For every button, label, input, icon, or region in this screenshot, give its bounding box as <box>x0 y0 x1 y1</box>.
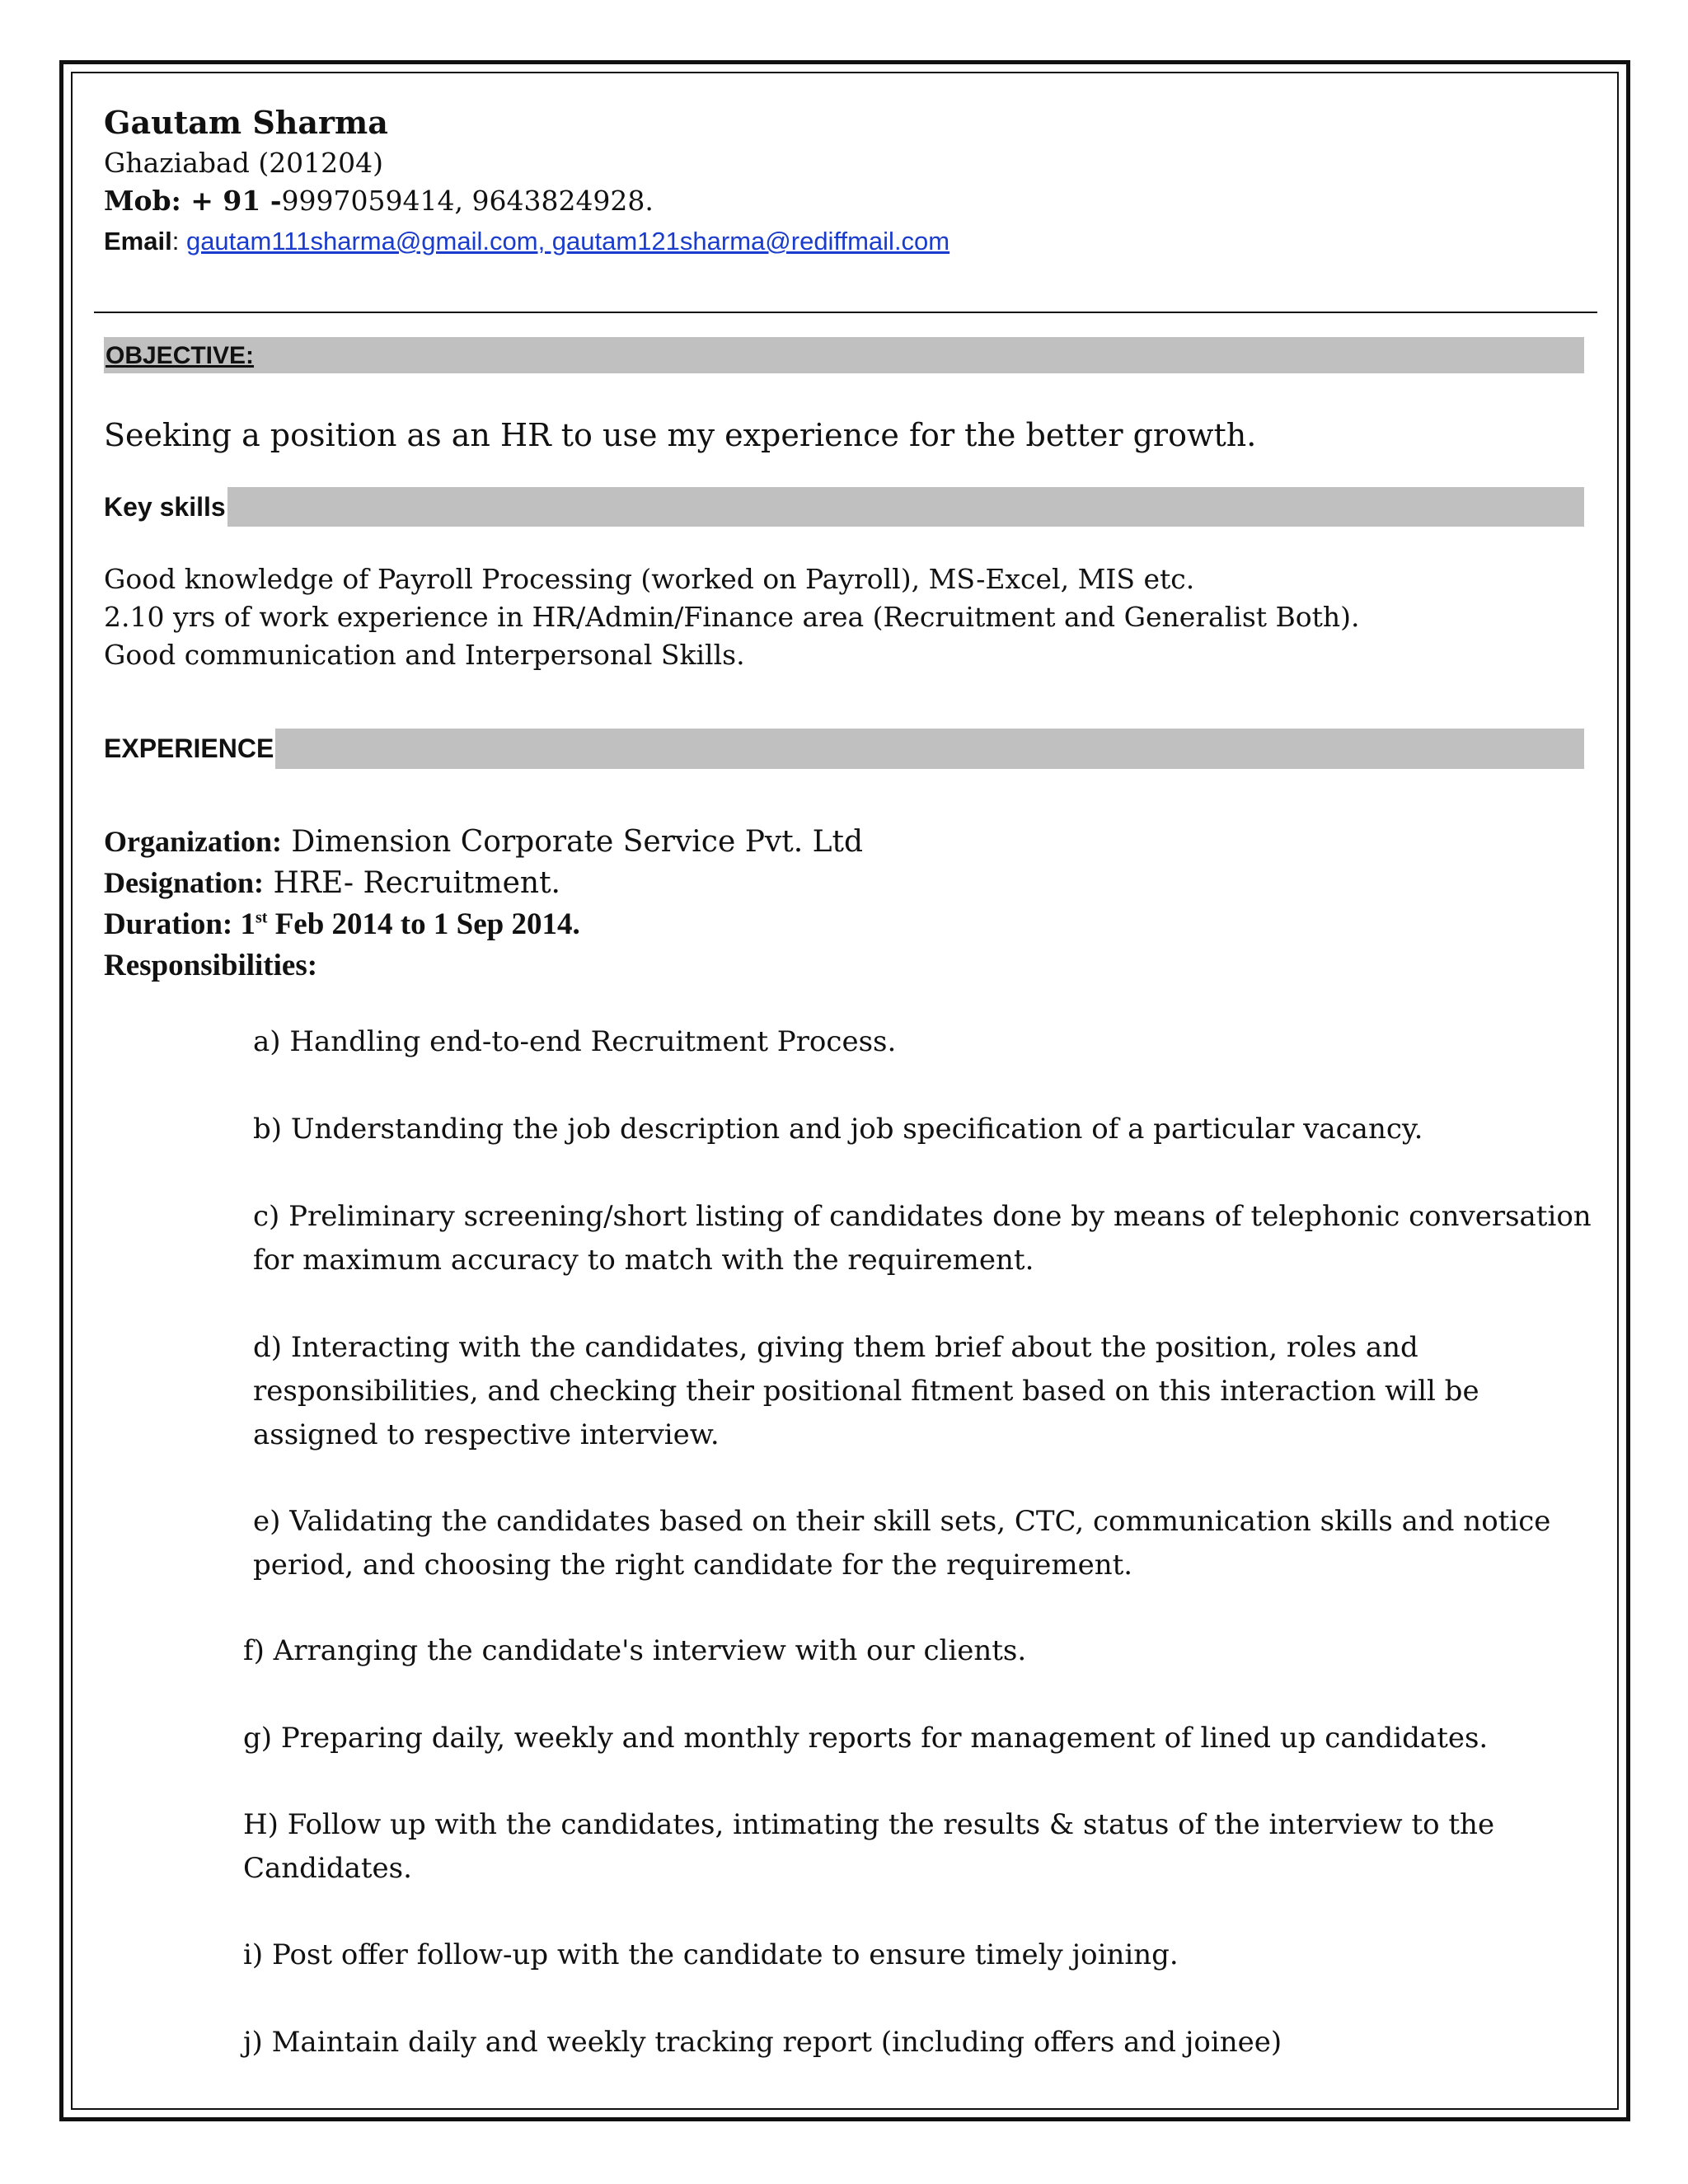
email-label: Email <box>104 227 172 255</box>
organization-value: Dimension Corporate Service Pvt. Ltd <box>281 825 864 859</box>
objective-heading-bar <box>104 337 1584 373</box>
objective-heading: OBJECTIVE: <box>106 342 255 369</box>
location: Ghaziabad (201204) <box>104 147 384 179</box>
key-skills-heading-bar <box>104 487 1584 527</box>
responsibility-item: b) Understanding the job description and job specification of a particular vacancy. <box>253 1113 1423 1146</box>
responsibility-item: a) Handling end-to-end Recruitment Process. <box>253 1025 897 1058</box>
responsibility-item: i) Post offer follow-up with the candidate to ensure timely joining. <box>243 1938 1179 1971</box>
responsibility-item: j) Maintain daily and weekly tracking report (including offers and joinee) <box>243 2026 1282 2059</box>
responsibility-item: d) Interacting with the candidates, giving them brief about the position, roles and responsibilities, and checking their positional fitment based on this interaction will be assigned to respective interview. <box>253 1331 1479 1451</box>
designation-label: Designation: <box>104 866 265 899</box>
responsibility-item: e) Validating the candidates based on their skill sets, CTC, communication skills and notice period, and choosing the right candidate for the requirement. <box>253 1505 1551 1582</box>
skill-item: Good knowledge of Payroll Processing (worked on Payroll), MS-Excel, MIS etc. <box>104 563 1195 595</box>
responsibility-item: c) Preliminary screening/short listing of candidates done by means of telephonic conversation for maximum accuracy to match with the requirement. <box>253 1200 1592 1277</box>
designation-value: HRE- Recruitment. <box>264 866 560 900</box>
responsibility-item: f) Arranging the candidate's interview with our clients. <box>243 1634 1027 1667</box>
skill-item: Good communication and Interpersonal Skills. <box>104 639 745 671</box>
duration-sup: st <box>255 908 268 927</box>
experience-heading-bar <box>104 729 1584 769</box>
email-line <box>104 224 950 256</box>
key-skills-heading: Key skills <box>104 487 227 527</box>
experience-heading: EXPERIENCE <box>104 729 275 769</box>
mobile-label: Mob: + 91 - <box>104 185 282 217</box>
candidate-name: Gautam Sharma <box>104 104 388 141</box>
responsibility-item: H) Follow up with the candidates, intimating the results & status of the interview to the Candidates. <box>243 1808 1495 1885</box>
skill-item: 2.10 yrs of work experience in HR/Admin/Finance area (Recruitment and Generalist Both). <box>104 601 1360 633</box>
responsibility-item: g) Preparing daily, weekly and monthly reports for management of lined up candidates. <box>243 1722 1489 1755</box>
email-separator: : <box>171 227 186 255</box>
duration-value: Feb 2014 to 1 Sep 2014. <box>267 907 580 941</box>
designation-line <box>104 865 560 900</box>
mobile-numbers: 9997059414, 9643824928. <box>281 185 654 217</box>
duration-label: Duration: 1 <box>104 907 256 941</box>
organization-label: Organization: <box>104 825 282 858</box>
mobile-line <box>104 185 654 217</box>
responsibilities-label: Responsibilities: <box>104 949 318 982</box>
duration-line <box>104 907 580 942</box>
email-links[interactable]: gautam111sharma@gmail.com, gautam121sharma@rediffmail.com <box>185 227 950 255</box>
header-divider <box>94 312 1597 313</box>
objective-text: Seeking a position as an HR to use my experience for the better growth. <box>104 417 1257 453</box>
organization-line <box>104 824 863 859</box>
